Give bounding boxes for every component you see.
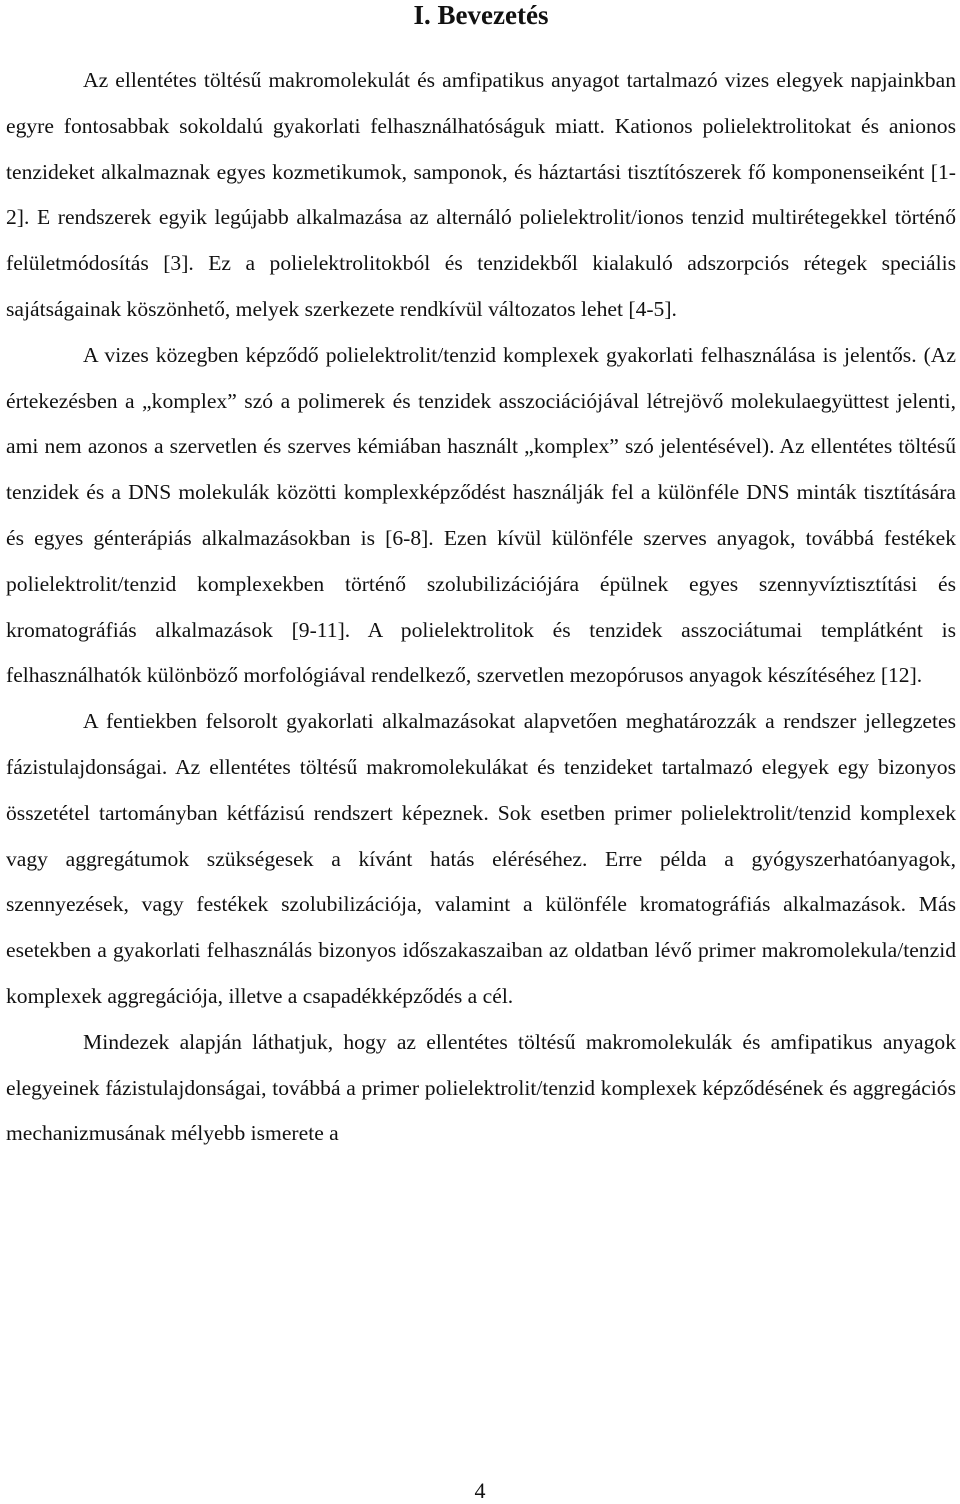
paragraph: A vizes közegben képződő polielektrolit/tenzid komplexek gyakorlati felhasználása is jelentős. (Az értekezésben a „komplex” szó a polimerek és tenzidek asszociációjával létrejövő molekulaegyüttest jelenti, ami nem azonos a szervetlen és szerves kémiában használt „komplex” szó jelentésével). Az ellentétes töltésű tenzidek és a DNS molekulák közötti komplexképződést használják fel a különféle DNS minták tisztítására és egyes génterápiás alkalmazásokban is [6-8]. Ezen kívül különféle szerves anyagok, továbbá festékek polielektrolit/tenzid komplexekben történő szolubilizációjára épülnek egyes szennyvíztisztítási és kromatográfiás alkalmazások [9-11]. A polielektrolitok és tenzidek asszociátumai templátként is felhasználhatók különböző morfológiával rendelkező, szervetlen mezopórusos anyagok készítéséhez [12]. — [6, 342, 956, 688]
section-heading: I. Bevezetés — [413, 0, 549, 30]
paragraph: A fentiekben felsorolt gyakorlati alkalmazásokat alapvetően meghatározzák a rendszer jellegzetes fázistulajdonságai. Az ellentétes töltésű makromolekulákat és tenzideket tartalmazó elegyek egy bizonyos összetétel tartományban kétfázisú rendszert képeznek. Sok esetben primer polielektrolit/tenzid komplexek vagy aggregátumok szükségesek a kívánt hatás eléréséhez. Erre példa a gyógyszerhatóanyagok, szennyezések, vagy festékek szolubilizációja, valamint a különféle kromatográfiás alkalmazások. Más esetekben a gyakorlati felhasználás bizonyos időszakaszaiban az oldatban lévő primer makromolekula/tenzid komplexek aggregációja, illetve a csapadékképződés a cél. — [6, 709, 956, 1008]
page-number: 4 — [474, 1478, 486, 1503]
document-page — [6, 0, 956, 1157]
body-text — [6, 58, 956, 1157]
paragraph: Az ellentétes töltésű makromolekulát és amfipatikus anyagot tartalmazó vizes elegyek napjainkban egyre fontosabbak sokoldalú gyakorlati felhasználhatóságuk miatt. Kationos polielektrolitokat és anionos tenzideket alkalmaznak egyes kozmetikumok, samponok, és háztartási tisztítószerek fő komponenseiként [1-2]. E rendszerek egyik legújabb alkalmazása az alternáló polielektrolit/ionos tenzid multirétegekkel történő felületmódosítás [3]. Ez a polielektrolitokból és tenzidekből kialakuló adszorpciós rétegek speciális sajátságainak köszönhető, melyek szerkezete rendkívül változatos lehet [4-5]. — [6, 68, 956, 321]
paragraph: Mindezek alapján láthatjuk, hogy az ellentétes töltésű makromolekulák és amfipatikus anyagok elegyeinek fázistulajdonságai, továbbá a primer polielektrolit/tenzid komplexek képződésének és aggregációs mechanizmusának mélyebb ismerete a — [6, 1029, 956, 1146]
